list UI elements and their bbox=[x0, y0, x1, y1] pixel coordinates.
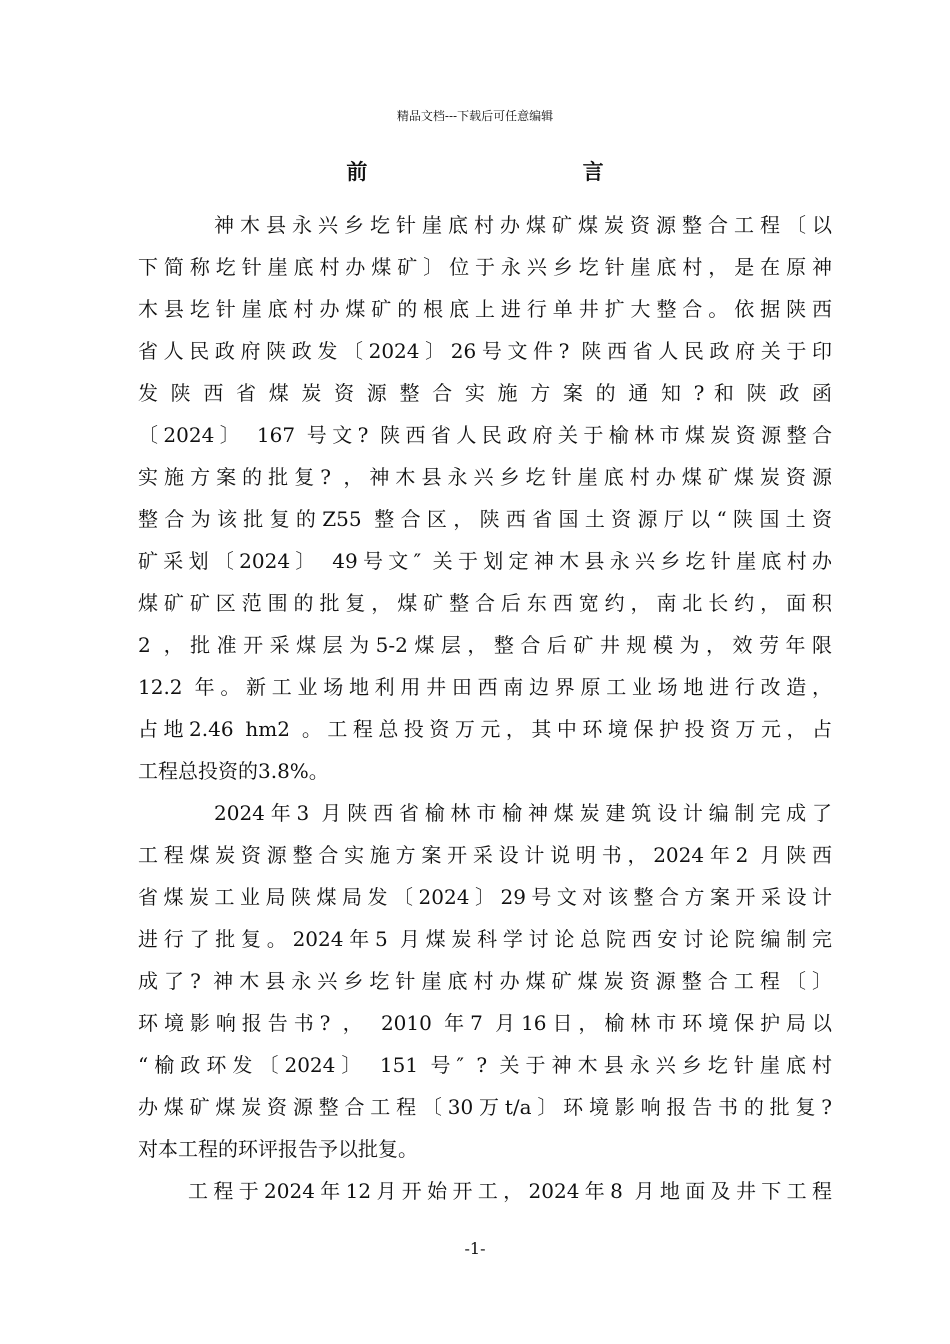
page-number: -1- bbox=[464, 1239, 486, 1258]
text-line: 实施方案的批复? ，神木县永兴乡圪针崖底村办煤矿煤炭资源 bbox=[138, 465, 832, 489]
text-line: 环境影响报告书? ， 2010 年7 月16日，榆林市环境保护局以 bbox=[138, 1011, 832, 1035]
text-line: 省煤炭工业局陕煤局发〔2024〕29号文对该整合方案开采设计 bbox=[138, 885, 832, 909]
text-line: 煤矿矿区范围的批复，煤矿整合后东西宽约，南北长约，面积 bbox=[138, 591, 832, 615]
text-line: 工程于2024年12月开始开工，2024年8 月地面及井下工程 bbox=[188, 1179, 832, 1203]
page-title: 前 言 bbox=[346, 159, 708, 184]
text-line: 工程总投资的3.8%。 bbox=[138, 759, 329, 783]
text-line: 神木县永兴乡圪针崖底村办煤矿煤炭资源整合工程〔以 bbox=[214, 213, 832, 237]
text-line: 12.2 年。新工业场地利用井田西南边界原工业场地进行改造， bbox=[138, 675, 832, 699]
text-line: 2 ，批准开采煤层为5-2煤层，整合后矿井规模为，效劳年限 bbox=[138, 633, 832, 657]
text-line: 成了? 神木县永兴乡圪针崖底村办煤矿煤炭资源整合工程〔〕 bbox=[138, 969, 832, 993]
text-line: 工程煤炭资源整合实施方案开采设计说明书，2024年2 月陕西 bbox=[138, 843, 832, 867]
page-header: 精品文档---下载后可任意编辑 bbox=[396, 109, 554, 123]
text-line: 占地2.46 hm2 。工程总投资万元，其中环境保护投资万元，占 bbox=[138, 717, 832, 741]
text-line: 办煤矿煤炭资源整合工程〔30万t/a〕环境影响报告书的批复? bbox=[138, 1095, 832, 1119]
text-line: 木县圪针崖底村办煤矿的根底上进行单井扩大整合。依据陕西 bbox=[138, 297, 832, 321]
text-line: 省人民政府陕政发〔2024〕26号文件? 陕西省人民政府关于印 bbox=[138, 339, 832, 363]
text-line: 2024年3 月陕西省榆林市榆神煤炭建筑设计编制完成了 bbox=[214, 801, 832, 825]
text-line: 对本工程的环评报告予以批复。 bbox=[138, 1137, 418, 1161]
text-line: 矿采划〔2024〕 49号文″ 关于划定神木县永兴乡圪针崖底村办 bbox=[138, 549, 832, 573]
text-line: 下简称圪针崖底村办煤矿〕位于永兴乡圪针崖底村，是在原神 bbox=[138, 255, 832, 279]
text-line: 整合为该批复的Z55 整合区，陕西省国土资源厅以“陕国土资 bbox=[138, 507, 832, 531]
text-line: 〔2024〕 167 号文? 陕西省人民政府关于榆林市煤炭资源整合 bbox=[138, 423, 832, 447]
text-line: 发 陕 西 省 煤 炭 资 源 整 合 实 施 方 案 的 通 知 ? 和 陕 政 函 bbox=[138, 381, 832, 405]
text-line: 进行了批复。2024年5 月煤炭科学讨论总院西安讨论院编制完 bbox=[138, 927, 832, 951]
text-line: “榆政环发〔2024〕 151 号″ ? 关于神木县永兴乡圪针崖底村 bbox=[138, 1053, 832, 1077]
document-body bbox=[138, 204, 832, 1212]
